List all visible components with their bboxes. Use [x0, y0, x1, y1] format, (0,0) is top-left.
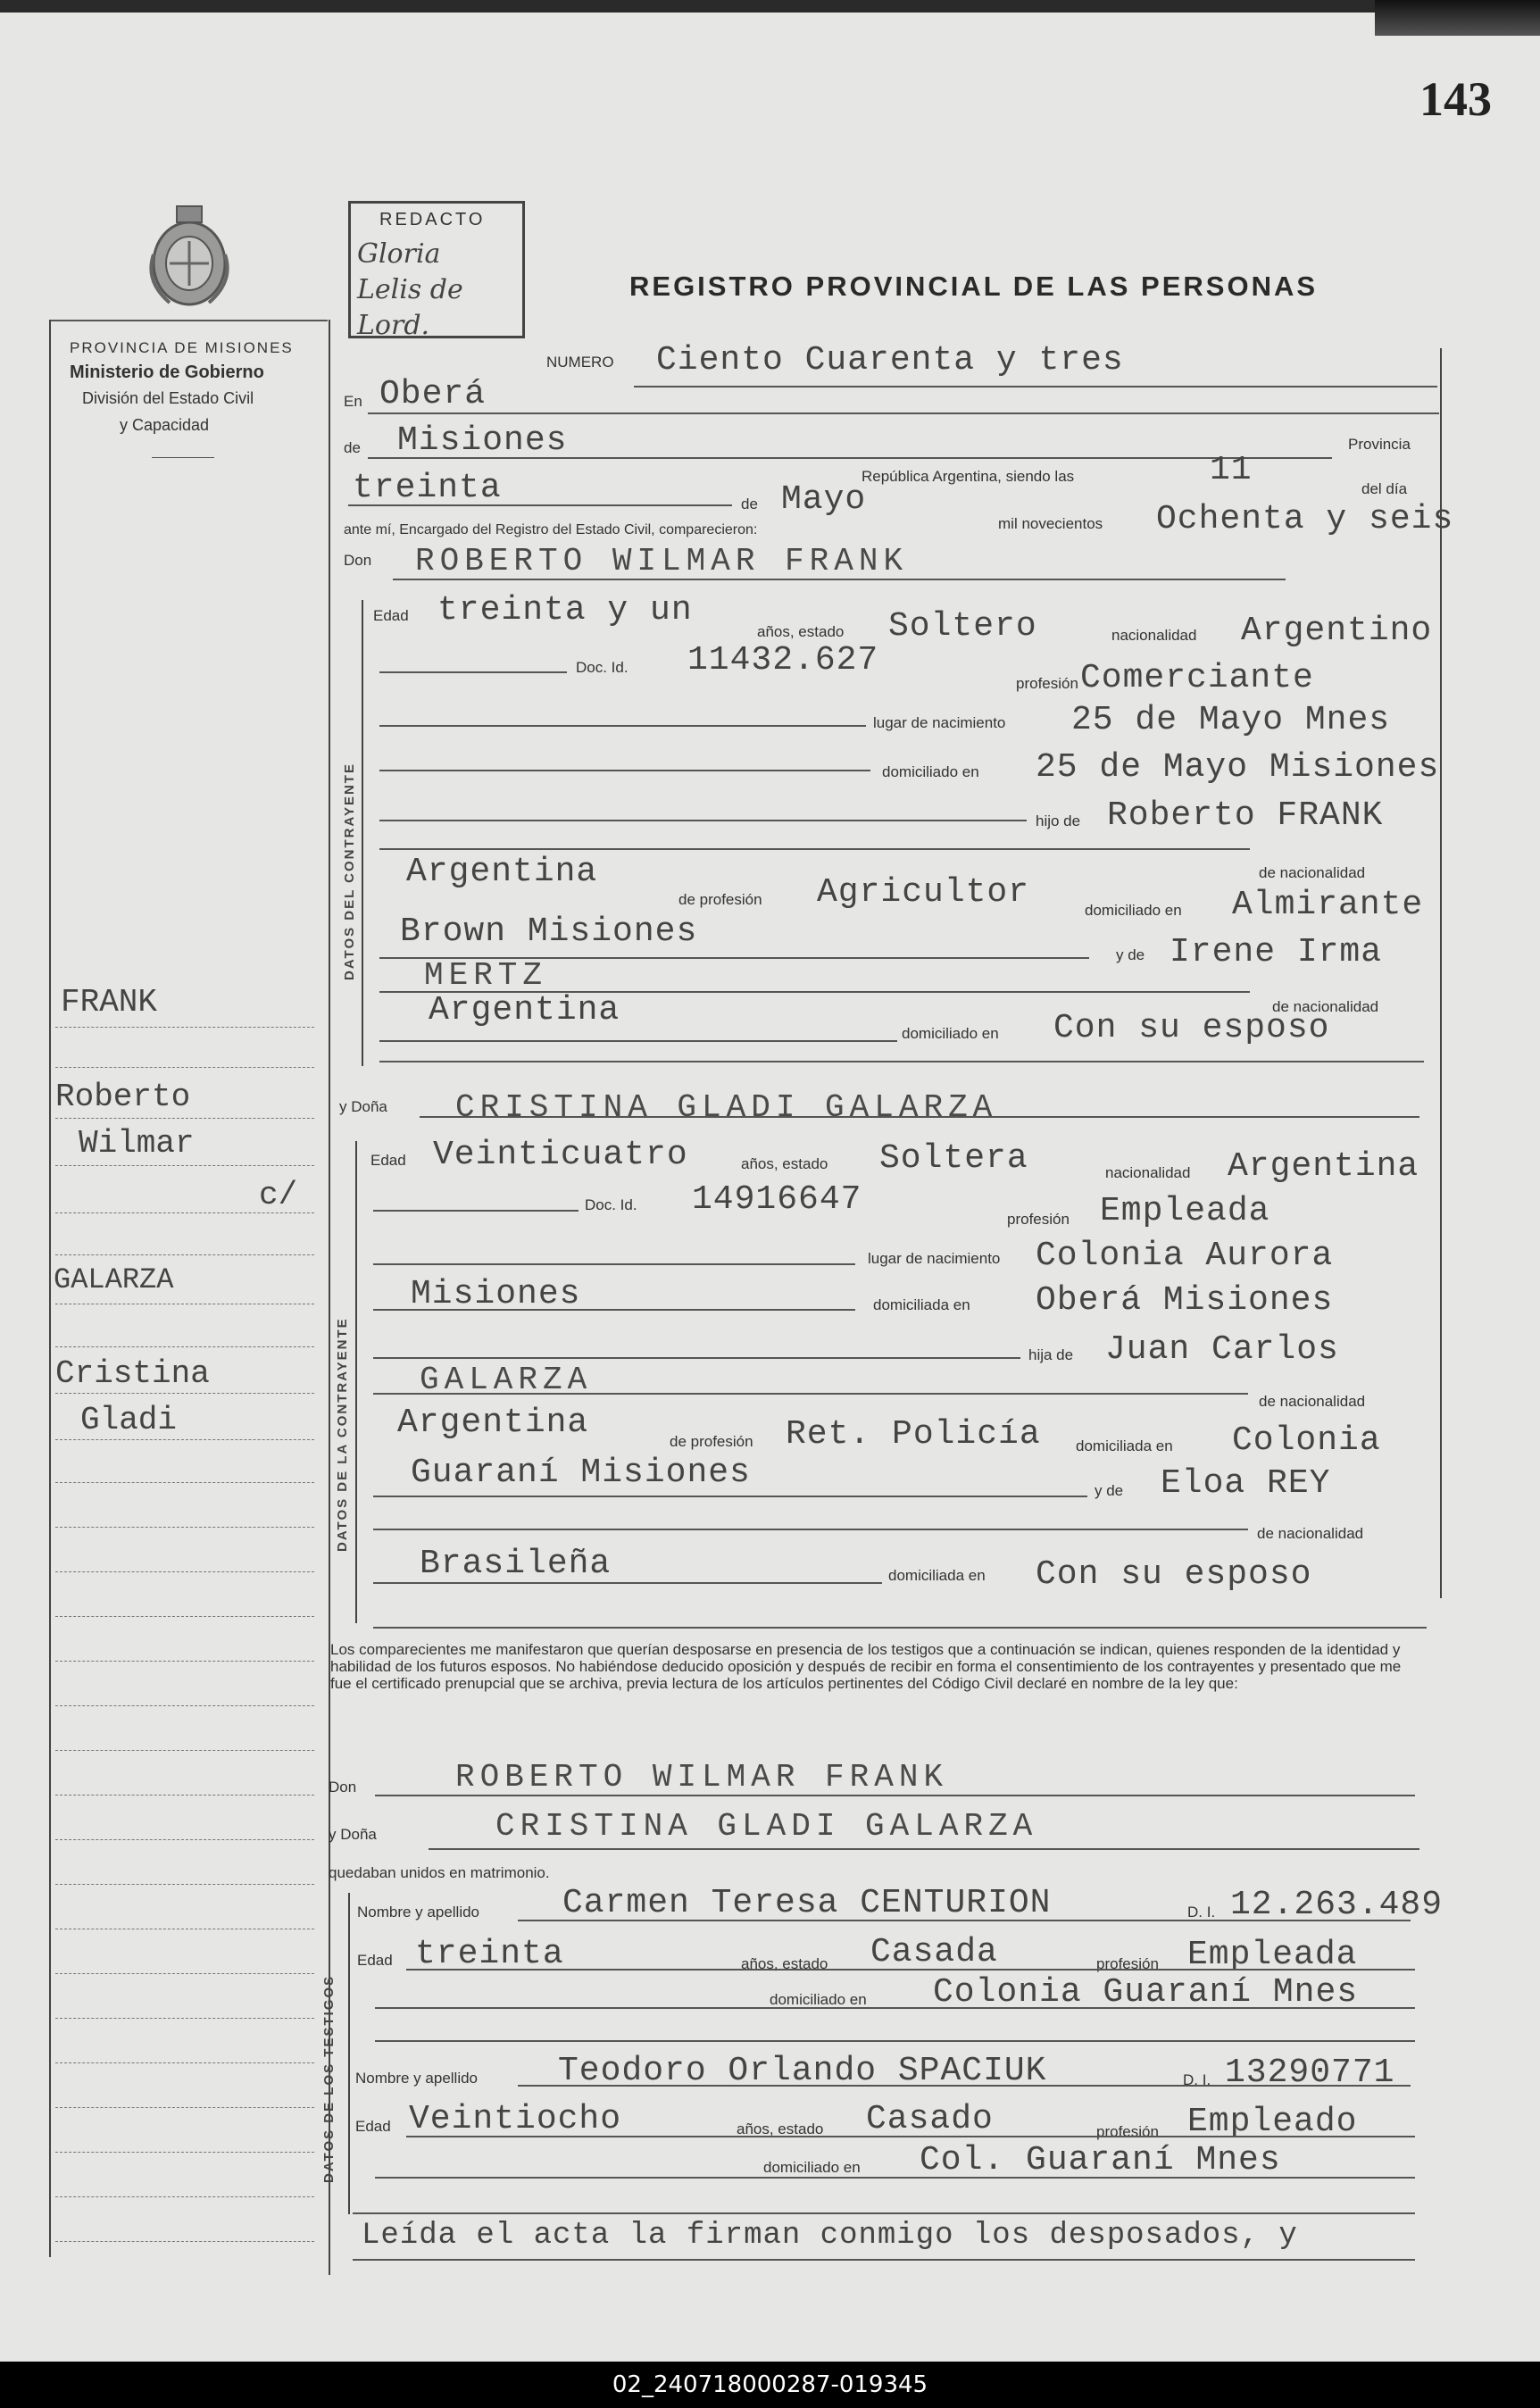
groom-de-nac-label2: de nacionalidad: [1272, 998, 1379, 1015]
bride-dom-label3: domiciliada en: [888, 1567, 986, 1584]
del-dia-label: del día: [1361, 480, 1408, 497]
groom-edad-label: Edad: [373, 607, 409, 624]
witness-section-label: DATOS DE LOS TESTIGOS: [321, 1974, 337, 2183]
witness-section-line: [348, 1893, 350, 2214]
groom-hijo-rule: [379, 820, 1027, 821]
w2-nombre-label: Nombre y apellido: [355, 2070, 479, 2087]
day-value: treinta: [353, 469, 502, 507]
w1-di: 12.263.489: [1230, 1886, 1444, 1924]
bride-edad-label: Edad: [370, 1152, 406, 1169]
bride-mother-rule: [373, 1529, 1248, 1530]
margin-rule: [55, 1661, 314, 1662]
de-label: de: [344, 439, 361, 456]
book-corner: [1375, 0, 1540, 36]
groom-nationality: Argentino: [1241, 612, 1433, 650]
w2-edad-label: Edad: [355, 2118, 391, 2135]
w2-di-label: D. I.: [1183, 2071, 1211, 2088]
dona-label: y Doña: [339, 1098, 387, 1115]
bride-end-rule: [373, 1627, 1427, 1629]
bride-mother-nationality: Brasileña: [420, 1545, 612, 1583]
margin-rule: [55, 1750, 314, 1751]
w1-age: treinta: [415, 1935, 564, 1973]
groom-section-line: [362, 600, 363, 1066]
margin-rule: [55, 1254, 314, 1255]
margin-rule: [55, 1527, 314, 1528]
declaration-text: Los comparecientes me manifestaron que querían desposarse en presencia de los testigos que a continuación se indican, quienes responden de la identidad y habilidad de los futuros esposos. No habiéndose deducido oposición y después de recibir en forma el consentimiento de los contrayentes y presentado que me fue el certificado prenupcial que se archiva, previa lectura de los artículos pertinentes del Código Civil declaré en nombre de la ley que:: [330, 1641, 1402, 1692]
w1-nombre-label: Nombre y apellido: [357, 1904, 480, 1921]
bride-lugar-label: lugar de nacimiento: [868, 1250, 1001, 1267]
bride-father-domicile-1: Colonia: [1232, 1421, 1381, 1460]
margin-rule: [55, 1839, 314, 1840]
numero-rule: [634, 386, 1437, 387]
groom-anos-estado: años, estado: [757, 623, 845, 640]
margin-rule: [55, 1884, 314, 1885]
w2-age: Veintiocho: [409, 2100, 622, 2138]
groom-de-nac-label: de nacionalidad: [1259, 864, 1366, 881]
groom-doc-label: Doc. Id.: [576, 659, 628, 676]
bride-father-domicile-2: Guaraní Misiones: [411, 1454, 751, 1492]
bride-dom-label: domiciliada en: [873, 1296, 970, 1313]
bride-father-nationality: Argentina: [397, 1404, 589, 1442]
groom-mother-nationality: Argentina: [429, 991, 620, 1029]
w1-prof-label: profesión: [1096, 1955, 1159, 1972]
w1-profession: Empleada: [1187, 1936, 1358, 1974]
groom-dom-rule: [379, 770, 870, 771]
bride-anos-estado: años, estado: [741, 1155, 828, 1172]
don-label: Don: [344, 552, 372, 569]
margin-rule: [55, 1439, 314, 1440]
redacto-signature: Gloria Lelis de Lord.: [357, 238, 463, 341]
w1-end-rule: [375, 2040, 1415, 2042]
closing-line: Leída el acta la firman conmigo los desposados, y: [362, 2219, 1298, 2253]
closing-rule: [353, 2259, 1415, 2261]
don-rule: [393, 579, 1286, 580]
margin-rule: [55, 2152, 314, 2153]
page-top-edge: [0, 0, 1540, 12]
groom-section-label: DATOS DEL CONTRAYENTE: [342, 762, 357, 980]
groom-age: treinta y un: [437, 591, 693, 629]
margin-rule: [55, 2196, 314, 2197]
bride-mother-dom-rule: [373, 1582, 882, 1584]
groom-civil-state: Soltero: [888, 607, 1037, 646]
margin-rule: [55, 1067, 314, 1068]
w2-age-rule: [406, 2136, 1415, 2137]
dona-rule: [420, 1116, 1419, 1118]
margin-given2a: Cristina: [55, 1355, 210, 1392]
margin-rule: [55, 1973, 314, 1974]
margin-rule: [55, 2107, 314, 2108]
w1-dom-rule: [375, 2007, 1415, 2009]
groom-doc: 11432.627: [687, 641, 879, 679]
bride-hija-rule: [373, 1357, 1020, 1359]
margin-connector: c/: [259, 1177, 298, 1213]
bride-birthplace: Colonia Aurora: [1036, 1237, 1334, 1275]
coat-of-arms-icon: [143, 201, 237, 312]
groom-y-de-label: y de: [1116, 946, 1145, 963]
decl-dona-label: y Doña: [329, 1826, 377, 1843]
w2-state: Casado: [866, 2100, 994, 2138]
bride-doc-label: Doc. Id.: [585, 1196, 637, 1213]
margin-rule: [55, 1705, 314, 1706]
groom-lugar-label: lugar de nacimiento: [873, 714, 1006, 731]
bride-nationality: Argentina: [1228, 1147, 1419, 1186]
margin-rule: [55, 1212, 314, 1213]
province-rule: [368, 457, 1332, 459]
hour-value: 11: [1210, 451, 1253, 489]
margin-rule: [55, 2062, 314, 2063]
provincia-label: Provincia: [1348, 436, 1411, 453]
w1-dom-label: domiciliado en: [770, 1991, 867, 2008]
w2-dom-rule: [375, 2177, 1415, 2179]
margin-surname1: FRANK: [61, 984, 158, 1021]
bride-fd2-rule: [373, 1496, 1087, 1497]
numero-label: NUMERO: [546, 354, 614, 371]
bride-mother: Eloa REY: [1161, 1464, 1331, 1503]
groom-profession: Comerciante: [1080, 659, 1314, 697]
w2-end-rule: [353, 2212, 1415, 2214]
groom-mother-domicile: Con su esposo: [1053, 1009, 1330, 1047]
bride-de-prof-label: de profesión: [670, 1433, 753, 1450]
issuer-rule: [152, 457, 214, 458]
margin-rule: [55, 1165, 314, 1166]
w2-name: Teodoro Orlando SPACIUK: [558, 2052, 1047, 2090]
w1-age-rule: [406, 1969, 1415, 1971]
decl-don-label: Don: [329, 1779, 357, 1796]
republica-text: República Argentina, siendo las: [862, 468, 1075, 485]
margin-rule: [55, 1027, 314, 1028]
bride-nac-label: nacionalidad: [1105, 1164, 1191, 1181]
bride-age: Veinticuatro: [433, 1136, 688, 1174]
groom-father-domicile-1: Almirante: [1232, 886, 1424, 924]
bride-profession: Empleada: [1100, 1192, 1270, 1230]
margin-rule: [55, 2241, 314, 2242]
groom-father-profession: Agricultor: [817, 873, 1030, 912]
w1-name: Carmen Teresa CENTURION: [562, 1884, 1052, 1922]
w2-anos-estado: años, estado: [737, 2121, 824, 2137]
groom-end-rule: [379, 1061, 1424, 1062]
ante-text: ante mí, Encargado del Registro del Estado Civil, comparecieron:: [344, 522, 758, 537]
margin-rule: [55, 1616, 314, 1617]
groom-nac-label: nacionalidad: [1111, 627, 1197, 644]
page-number: 143: [1419, 72, 1492, 126]
w2-domicile: Col. Guaraní Mnes: [920, 2141, 1281, 2179]
w1-anos-estado: años, estado: [741, 1955, 828, 1972]
groom-de-prof-label: de profesión: [678, 891, 762, 908]
bride-y-de-label: y de: [1095, 1482, 1124, 1499]
bride-father-profession: Ret. Policía: [786, 1415, 1041, 1454]
groom-hijo-label: hijo de: [1036, 812, 1081, 829]
bride-mother-domicile: Con su esposo: [1036, 1555, 1312, 1594]
bride-hija-label: hija de: [1028, 1346, 1074, 1363]
date-rule: [348, 504, 732, 506]
w1-name-rule: [518, 1920, 1411, 1921]
bride-name-header: CRISTINA GLADI GALARZA: [455, 1089, 998, 1126]
city-value: Oberá: [379, 375, 487, 413]
redacto-label: REDACTO: [379, 210, 486, 229]
bride-doc-rule: [373, 1210, 579, 1212]
footer-id: 02_240718000287-019345: [0, 2362, 1540, 2408]
groom-dom-label3: domiciliado en: [902, 1025, 999, 1042]
w1-domicile: Colonia Guaraní Mnes: [933, 1973, 1359, 2012]
groom-father: Roberto FRANK: [1107, 796, 1384, 835]
month-value: Mayo: [781, 480, 867, 519]
de-label2: de: [741, 496, 758, 512]
issuer-line1: PROVINCIA DE MISIONES: [70, 339, 294, 356]
bride-de-nac-label2: de nacionalidad: [1257, 1525, 1364, 1542]
numero-value: Ciento Cuarenta y tres: [656, 341, 1124, 379]
margin-rule: [55, 1393, 314, 1394]
groom-doc-rule: [379, 671, 567, 673]
decl-groom: ROBERTO WILMAR FRANK: [455, 1759, 949, 1796]
margin-surname2: GALARZA: [54, 1263, 174, 1296]
en-label: En: [344, 393, 362, 410]
margin-given1a: Roberto: [55, 1079, 191, 1115]
groom-father-domicile-2: Brown Misiones: [400, 912, 698, 951]
margin-rule: [55, 1795, 314, 1796]
bride-dom-label2: domiciliada en: [1076, 1437, 1173, 1454]
margin-rule: [55, 1118, 314, 1119]
margin-given2b: Gladi: [80, 1402, 178, 1438]
margin-given1b: Wilmar: [79, 1125, 195, 1162]
groom-mother-1: Irene Irma: [1170, 933, 1383, 971]
bride-lugar-rule: [373, 1263, 855, 1265]
bride-father-2: GALARZA: [420, 1362, 593, 1398]
w2-profession: Empleado: [1187, 2103, 1358, 2141]
decl-closing: quedaban unidos en matrimonio.: [329, 1864, 550, 1881]
bride-father2-rule: [373, 1393, 1248, 1395]
w2-di: 13290771: [1225, 2054, 1395, 2092]
w2-dom-label: domiciliado en: [763, 2159, 861, 2176]
groom-father-nationality: Argentina: [406, 853, 598, 891]
w1-state: Casada: [870, 1933, 998, 1971]
bride-prof-label: profesión: [1007, 1211, 1070, 1228]
issuer-line4: y Capacidad: [120, 416, 210, 434]
issuer-line2: Ministerio de Gobierno: [70, 362, 264, 382]
issuer-line3: División del Estado Civil: [82, 389, 254, 407]
groom-domicile: 25 de Mayo Misiones: [1036, 748, 1440, 787]
bride-dom-rule: [373, 1309, 855, 1311]
decl-dona-rule: [429, 1848, 1419, 1850]
left-frame-top: [49, 320, 328, 321]
bride-section-label: DATOS DE LA CONTRAYENTE: [335, 1317, 350, 1552]
bride-section-line: [355, 1141, 357, 1623]
bride-father-1: Juan Carlos: [1105, 1330, 1339, 1369]
groom-name-header: ROBERTO WILMAR FRANK: [415, 543, 909, 579]
groom-lugar-rule: [379, 725, 866, 727]
bride-de-nac-label: de nacionalidad: [1259, 1393, 1366, 1410]
bride-domicile: Oberá Misiones: [1036, 1281, 1334, 1320]
groom-mother-dom-rule: [379, 1040, 897, 1042]
groom-dom-label2: domiciliado en: [1085, 902, 1182, 919]
city-rule: [368, 412, 1439, 414]
groom-mother-2: MERTZ: [424, 957, 548, 994]
register-title: REGISTRO PROVINCIAL DE LAS PERSONAS: [629, 271, 1319, 302]
year-value: Ochenta y seis: [1156, 500, 1454, 538]
province-value: Misiones: [397, 421, 568, 460]
w1-di-label: D. I.: [1187, 1904, 1216, 1921]
margin-rule: [55, 1571, 314, 1572]
decl-don-rule: [375, 1795, 1415, 1796]
bride-birthplace-2: Misiones: [411, 1275, 581, 1313]
margin-rule: [55, 1482, 314, 1483]
left-frame-line: [49, 320, 51, 2257]
bride-civil-state: Soltera: [879, 1139, 1028, 1178]
mil-text: mil novecientos: [998, 515, 1103, 532]
margin-rule: [55, 1346, 314, 1347]
w2-prof-label: profesión: [1096, 2123, 1159, 2140]
groom-prof-label: profesión: [1016, 675, 1078, 692]
margin-rule: [55, 2018, 314, 2019]
decl-bride: CRISTINA GLADI GALARZA: [495, 1808, 1038, 1845]
w1-edad-label: Edad: [357, 1952, 393, 1969]
bride-doc: 14916647: [692, 1180, 862, 1219]
groom-father-nac-rule: [379, 848, 1250, 850]
groom-dom-label: domiciliado en: [882, 763, 979, 780]
w2-name-rule: [518, 2085, 1411, 2087]
groom-birthplace: 25 de Mayo Mnes: [1071, 701, 1391, 739]
